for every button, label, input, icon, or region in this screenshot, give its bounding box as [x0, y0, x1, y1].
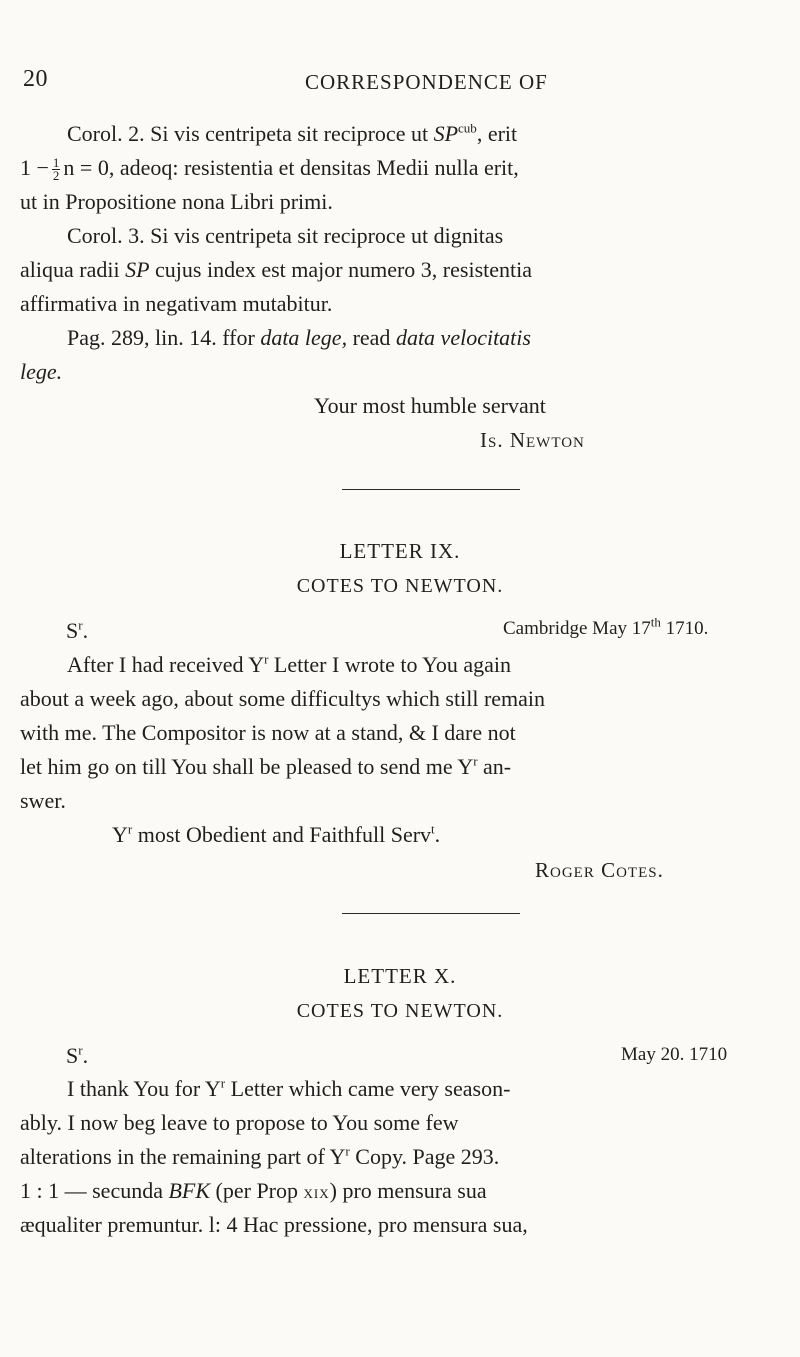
pag-erratum-line2: lege.: [20, 359, 63, 384]
letter9-line2: about a week ago, about some difficultys which still remain: [20, 686, 546, 711]
letter9-signature: Roger Cotes.: [535, 858, 664, 882]
page-number: 20: [23, 66, 48, 92]
letter10-line3: alterations in the remaining part of $Y^r$ Copy. Page 293.: [20, 1143, 500, 1169]
corol3-line1: Corol. 3. Si vis centripeta sit reciproce ut dignitas: [67, 223, 504, 248]
running-header: CORRESPONDENCE OF: [305, 70, 548, 94]
letter10-subtitle: COTES TO NEWTON.: [296, 1000, 504, 1022]
letter9-line3: with me. The Compositor is now at a stand, & I dare not: [20, 720, 516, 745]
corol2-line3: ut in Propositione nona Libri primi.: [20, 189, 333, 214]
fraction-one-half: $\frac{1}{2}$: [52, 155, 60, 184]
letter9-closing: $Y^r$ most Obedient and Faithfull Serv$^t$.: [112, 821, 441, 847]
section-divider: [342, 489, 520, 490]
corol2-line2: 1 − $\frac{1}{2}$ n = 0, adeoq: resistentia et densitas Medii nulla erit,: [20, 155, 519, 184]
letter9-line1: After I had received $Y^r$ Letter I wrote to You again: [67, 651, 511, 677]
newton-signature: Is. Newton: [480, 428, 585, 452]
letter9-salutation: $S^r$.: [66, 617, 89, 643]
letter10-dateline: May 20. 1710: [621, 1044, 728, 1065]
letter10-title: LETTER X.: [343, 964, 457, 988]
letter10-line1: I thank You for $Y^r$ Letter which came very season-: [67, 1075, 511, 1101]
pag-erratum-line1: Pag. 289, lin. 14. ffor data lege, read data velocitatis: [67, 325, 531, 350]
letter9-title: LETTER IX.: [339, 539, 461, 563]
corol2-line1: Corol. 2. Si vis centripeta sit reciproce ut $SP^{cub}$, erit: [67, 120, 518, 146]
letter10-line2: ably. I now beg leave to propose to You some few: [20, 1110, 459, 1135]
corol3-line3: affirmativa in negativam mutabitur.: [20, 291, 333, 316]
letter10-line5: æqualiter premuntur. l: 4 Hac pressione, pro mensura sua,: [20, 1212, 528, 1237]
letter10-line4: 1 : 1 — secunda BFK (per Prop xix) pro mensura sua: [20, 1178, 487, 1203]
newton-closing: Your most humble servant: [314, 393, 546, 418]
letter10-salutation: $S^r$.: [66, 1042, 89, 1068]
letter9-line4: let him go on till You shall be pleased to send me $Y^r$ an-: [20, 753, 512, 779]
letter9-dateline: Cambridge May 17th 1710.: [503, 614, 709, 639]
letter9-line5: swer.: [20, 788, 66, 813]
corol3-line2: aliqua radii SP cujus index est major numero 3, resistentia: [20, 257, 532, 282]
letter9-subtitle: COTES TO NEWTON.: [296, 575, 504, 597]
section-divider-2: [342, 913, 520, 914]
